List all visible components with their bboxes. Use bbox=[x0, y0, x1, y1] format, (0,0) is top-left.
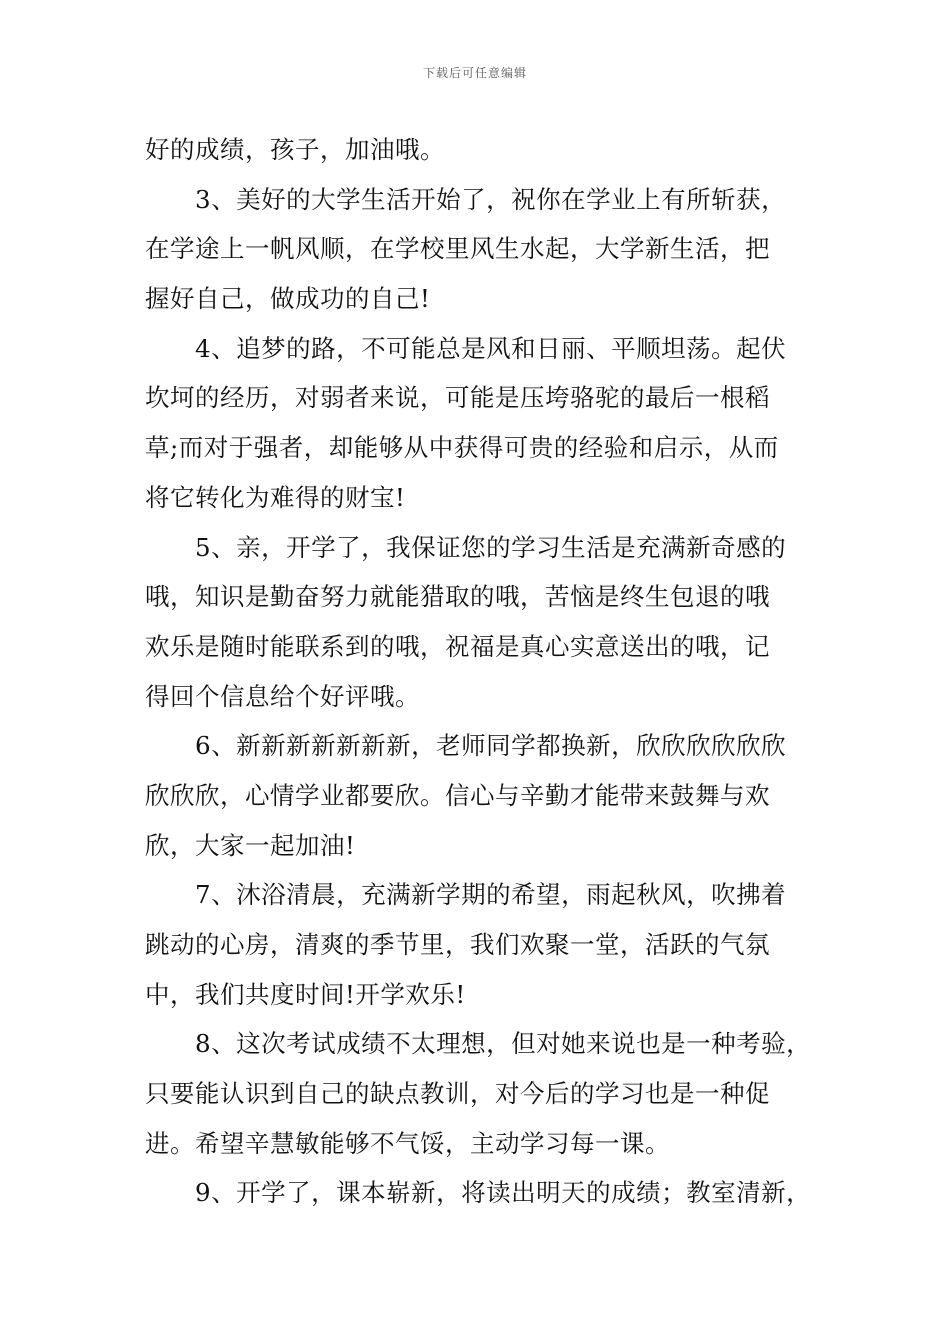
text-line: 5、亲，开学了，我保证您的学习生活是充满新奇感的 bbox=[195, 532, 787, 562]
text-line: 只要能认识到自己的缺点教训，对今后的学习也是一种促 bbox=[145, 1079, 770, 1109]
text-line: 草;而对于强者，却能够从中获得可贵的经验和启示，从而 bbox=[145, 433, 779, 463]
text-line: 7、沐浴清晨，充满新学期的希望，雨起秋风，吹拂着 bbox=[195, 880, 787, 910]
page-header-note: 下载后可任意编辑 bbox=[422, 66, 527, 80]
text-line: 哦，知识是勤奋努力就能猎取的哦，苦恼是终生包退的哦 bbox=[145, 582, 770, 612]
text-line: 4、追梦的路，不可能总是风和日丽、平顺坦荡。起伏 bbox=[195, 333, 787, 363]
text-line: 欣欣欣，心情学业都要欣。信心与辛勤才能带来鼓舞与欢 bbox=[145, 780, 770, 810]
text-line: 欢乐是随时能联系到的哦，祝福是真心实意送出的哦，记 bbox=[145, 631, 770, 661]
text-line: 坎坷的经历，对弱者来说，可能是压垮骆驼的最后一根稻 bbox=[145, 383, 770, 413]
text-line: 握好自己，做成功的自己! bbox=[145, 284, 431, 314]
text-line: 在学途上一帆风顺，在学校里风生水起，大学新生活，把 bbox=[145, 234, 770, 264]
text-line: 9、开学了，课本崭新，将读出明天的成绩；教室清新， bbox=[195, 1178, 812, 1208]
text-line: 3、美好的大学生活开始了，祝你在学业上有所斩获， bbox=[195, 184, 787, 214]
document-body bbox=[145, 125, 825, 1218]
text-line: 将它转化为难得的财宝! bbox=[145, 482, 406, 512]
text-line: 好的成绩，孩子，加油哦。 bbox=[145, 135, 445, 164]
text-line: 进。希望辛慧敏能够不气馁，主动学习每一课。 bbox=[145, 1128, 670, 1158]
text-line: 6、新新新新新新新，老师同学都换新，欣欣欣欣欣欣 bbox=[195, 731, 787, 761]
text-line: 跳动的心房，清爽的季节里，我们欢聚一堂，活跃的气氛 bbox=[145, 930, 770, 959]
text-line: 欣，大家一起加油! bbox=[145, 830, 356, 860]
text-line: 中，我们共度时间!开学欢乐! bbox=[145, 979, 466, 1009]
text-line: 得回个信息给个好评哦。 bbox=[145, 681, 420, 711]
text-line: 8、这次考试成绩不太理想，但对她来说也是一种考验， bbox=[195, 1029, 812, 1059]
